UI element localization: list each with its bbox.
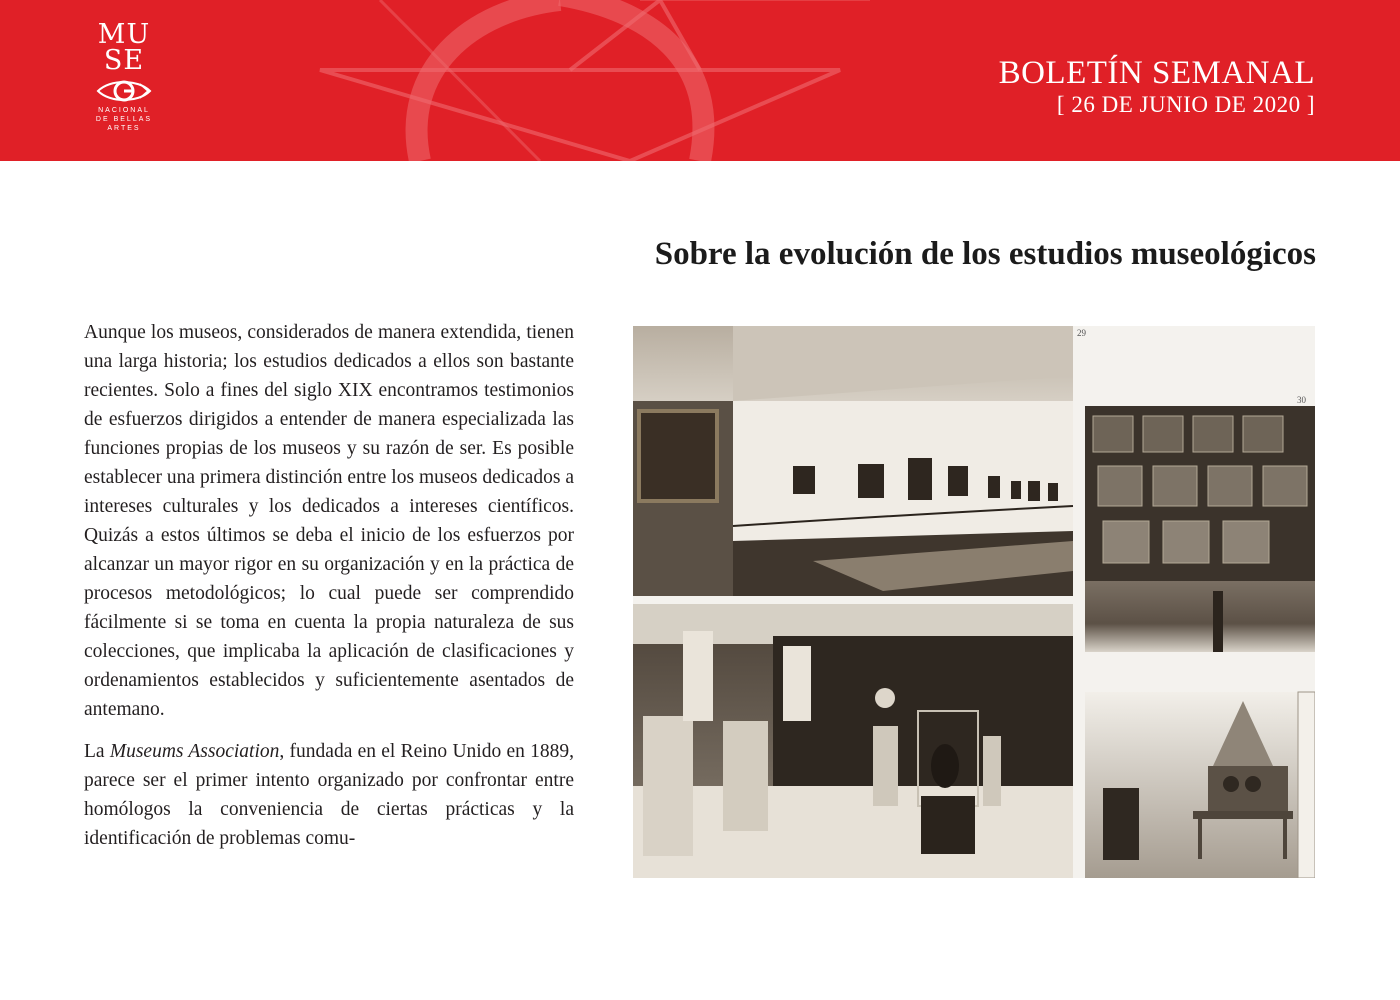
logo-text-line1: MU: [97, 19, 151, 50]
logo-subtitle-1: NACIONAL: [98, 107, 150, 114]
article-title: Sobre la evolución de los estudios museológicos: [654, 236, 1316, 272]
article-paragraph-1: Aunque los museos, considerados de manera extendida, tienen una larga historia; los estudios dedicados a ellos son bastante recientes. Solo a fines del siglo XIX encontramos testimonios de esfuerzos dirigidos a entender de manera especializada las funciones propias de los museos y su razón de ser. Es posible establecer una primera distinción entre los museos dedicados a intereses culturales y los dedicados a intereses científicos. Quizás a estos últimos se deba el inicio de los esfuerzos por alcanzar un mayor rigor en su organización y en la práctica de procesos metodológicos; lo cual puede ser comprendido fácilmente si se toma en cuenta la propia naturaleza de sus colecciones, que implicaba la aplicación de clasificaciones y ordenamientos establecidos y suficientemente asentados de antemano.: [84, 322, 574, 720]
header-banner: [0, 0, 1400, 161]
logo-subtitle-3: ARTES: [107, 125, 141, 132]
logo-text-line2: SE: [103, 45, 145, 76]
museo-logo: [88, 19, 160, 133]
bulletin-date: [ 26 DE JUNIO DE 2020 ]: [1056, 92, 1315, 117]
paragraph2-prefix: La: [84, 741, 110, 762]
article-paragraph-2: [84, 737, 574, 853]
museums-association-name: Museums Association: [109, 741, 280, 762]
article-body: [84, 318, 574, 866]
logo-subtitle-2: DE BELLAS: [95, 116, 153, 123]
page-number-29: 29: [1077, 328, 1086, 338]
photo-gallery-ceiling: [1085, 406, 1315, 652]
photo-sculpture-hall: [633, 604, 1073, 878]
museum-photo-collage: [633, 326, 1315, 878]
page-number-30: 30: [1297, 395, 1306, 405]
bulletin-title: BOLETÍN SEMANAL: [998, 55, 1315, 91]
logo-eye-icon: [96, 76, 152, 106]
paragraph2-rest: , fundada en el Reino Unido en 1889, parece ser el primer intento organizado por confrontar entre homólogos la conveniencia de ciertas prácticas y la identificación de problemas comu-: [84, 741, 574, 849]
photo-painting-gallery: [633, 326, 1073, 596]
photo-furniture-exhibit: [1085, 692, 1315, 878]
